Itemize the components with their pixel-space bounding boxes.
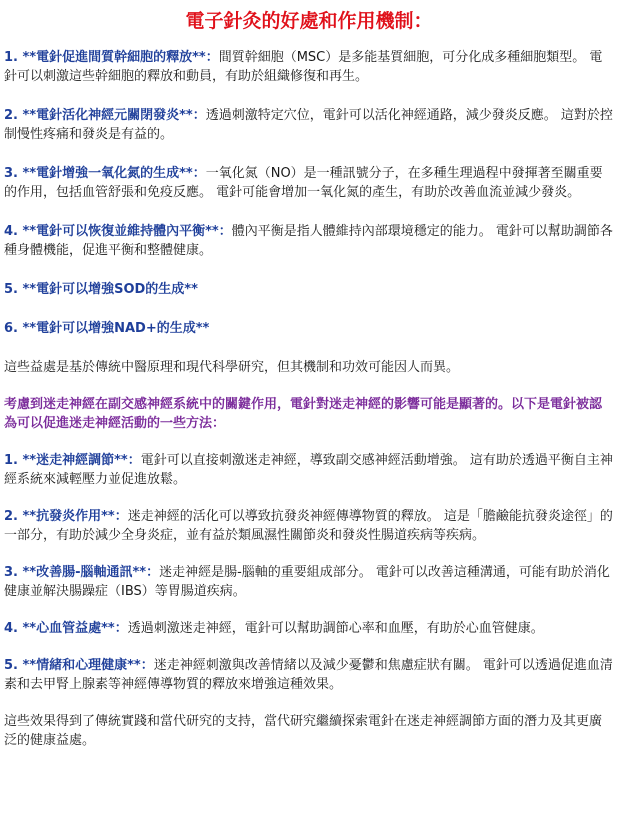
vagus-item-3 (4, 563, 614, 601)
item-heading: 1. **電針促進間質幹細胞的釋放**： (4, 50, 219, 65)
item-body: 迷走神經是腸-腦軸的重要組成部分。 電針可以改善這種溝通，可能有助於消化健康並解決腸躁症（IBS）等胃腸道疾病。 (4, 565, 610, 599)
item-heading: 4. **電針可以恢復並維持體內平衡**： (4, 224, 232, 239)
item-heading: 2. **抗發炎作用**： (4, 509, 128, 524)
item-body: 透過刺激迷走神經，電針可以幫助調節心率和血壓，有助於心血管健康。 (127, 621, 544, 636)
benefit-item-4 (4, 222, 614, 260)
item-body: 透過刺激特定穴位，電針可以活化神經通路，減少發炎反應。 這對於控制慢性疼痛和發炎是有益的。 (4, 108, 613, 142)
note-paragraph-1: 這些益處是基於傳統中醫原理和現代科學研究，但其機制和功效可能因人而異。 (4, 360, 460, 375)
benefit-item-1 (4, 48, 614, 86)
benefit-item-5 (4, 280, 614, 299)
item-body: 迷走神經刺激與改善情緒以及減少憂鬱和焦慮症狀有關。 電針可以透過促進血清素和去甲腎上腺素等神經傳導物質的釋放來增強這種效果。 (4, 658, 613, 692)
item-heading: 6. **電針可以增強NAD+的生成** (4, 321, 210, 336)
benefit-item-6 (4, 319, 614, 338)
item-heading: 1. **迷走神經調節**： (4, 453, 141, 468)
item-heading: 2. **電針活化神經元關閉發炎**： (4, 108, 206, 123)
note-paragraph-2: 這些效果得到了傳統實踐和當代研究的支持，當代研究繼續探索電針在迷走神經調節方面的潛力及其更廣泛的健康益處。 (4, 714, 603, 748)
item-heading: 3. **改善腸-腦軸通訊**： (4, 565, 160, 580)
item-heading: 5. **情緒和心理健康**： (4, 658, 154, 673)
item-body: 迷走神經的活化可以導致抗發炎神經傳導物質的釋放。 這是「膽鹼能抗發炎途徑」的一部分，有助於減少全身炎症，並有益於類風濕性關節炎和發炎性腸道疾病等疾病。 (4, 509, 613, 543)
vagus-item-5 (4, 656, 614, 694)
item-body: 間質幹細胞（MSC）是多能基質細胞，可分化成多種細胞類型。 電針可以刺激這些幹細胞的釋放和動員，有助於組織修復和再生。 (4, 50, 603, 84)
benefit-item-2 (4, 106, 614, 144)
item-body: 體內平衡是指人體維持內部環境穩定的能力。 電針可以幫助調節各種身體機能，促進平衡和整體健康。 (4, 224, 613, 258)
vagus-item-4 (4, 619, 614, 638)
item-body: 一氧化氮（NO）是一種訊號分子，在多種生理過程中發揮著至關重要的作用，包括血管舒張和免疫反應。 電針可能會增加一氧化氮的產生，有助於改善血流並減少發炎。 (4, 166, 603, 200)
item-heading: 5. **電針可以增強SOD的生成** (4, 282, 198, 297)
vagus-item-2 (4, 507, 614, 545)
page-title: 電子針灸的好處和作用機制： (185, 10, 433, 32)
item-body: 電針可以直接刺激迷走神經，導致副交感神經活動增強。 這有助於透過平衡自主神經系統來減輕壓力並促進放鬆。 (4, 453, 613, 487)
vagus-item-1 (4, 451, 614, 489)
vagus-intro-paragraph: 考慮到迷走神經在副交感神經系統中的關鍵作用，電針對迷走神經的影響可能是顯著的。以下是電針被認為可以促進迷走神經活動的一些方法： (4, 397, 603, 431)
benefit-item-3 (4, 164, 614, 202)
item-heading: 4. **心血管益處**： (4, 621, 128, 636)
item-heading: 3. **電針增強一氧化氮的生成**： (4, 166, 206, 181)
